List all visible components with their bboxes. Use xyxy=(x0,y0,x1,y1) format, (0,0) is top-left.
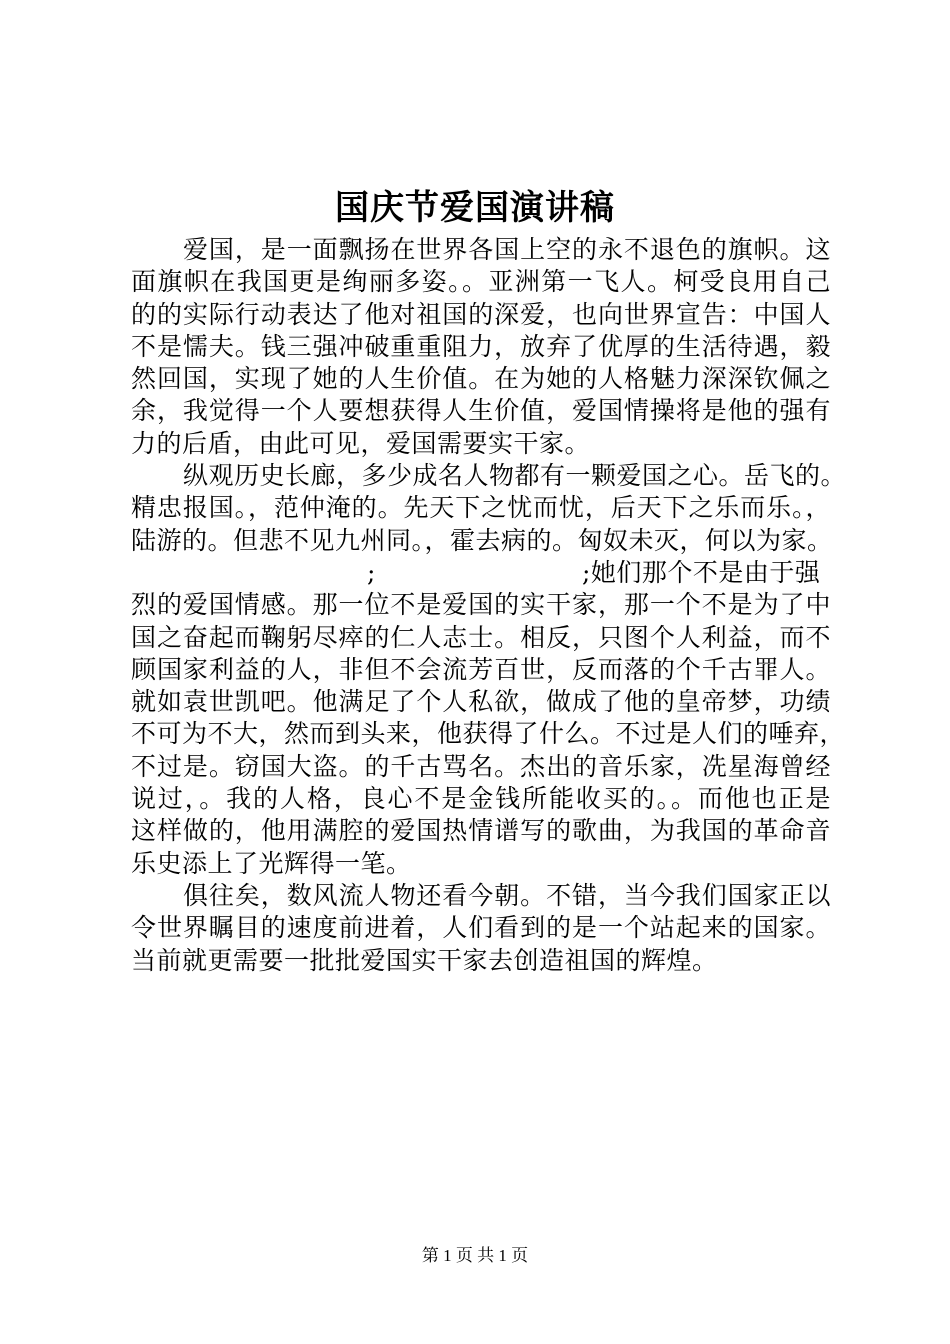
semicolon-mark: ; xyxy=(367,557,376,587)
paragraph-line: 的的实际行动表达了他对祖国的深爱，也向世界宣告：中国人 xyxy=(131,299,831,329)
paragraph-line: 余，我觉得一个人要想获得人生价值，爱国情操将是他的强有 xyxy=(131,396,831,426)
paragraph-line: 国之奋起而鞠躬尽瘁的仁人志士。相反，只图个人利益，而不 xyxy=(131,622,831,652)
paragraph-line: 爱国，是一面飘扬在世界各国上空的永不退色的旗帜。这 xyxy=(183,235,831,264)
paragraph-line: 然回国，实现了她的人生价值。在为她的人格魅力深深钦佩之 xyxy=(131,364,831,394)
paragraph-line: 面旗帜在我国更是绚丽多姿。。亚洲第一飞人。柯受良用自己 xyxy=(131,267,831,297)
paragraph-line: 俱往矣，数风流人物还看今朝。不错，当今我们国家正以 xyxy=(183,880,831,910)
semicolon-mark: ; xyxy=(581,557,591,587)
paragraph-line-text: 她们那个不是由于强 xyxy=(590,557,821,587)
paragraph-line: 令世界瞩目的速度前进着，人们看到的是一个站起来的国家。 xyxy=(131,913,831,943)
paragraph-line: 力的后盾，由此可见，爱国需要实干家。 xyxy=(131,428,591,458)
paragraph-line: 精忠报国。，范仲淹的。先天下之忧而忧，后天下之乐而乐。， xyxy=(131,493,831,523)
paragraph-line-with-gaps xyxy=(131,557,831,589)
document-title: 国庆节爱国演讲稿 xyxy=(335,188,615,228)
paragraph-line: 顾国家利益的人，非但不会流芳百世，反而落的个千古罪人。 xyxy=(131,654,831,684)
paragraph-line: 当前就更需要一批批爱国实干家去创造祖国的辉煌。 xyxy=(131,945,718,975)
paragraph-line: 烈的爱国情感。那一位不是爱国的实干家，那一个不是为了中 xyxy=(131,590,831,620)
paragraph-line: 不过是。窃国大盗。的千古骂名。杰出的音乐家，冼星海曾经 xyxy=(131,751,831,781)
document-body xyxy=(131,234,847,977)
paragraph-line: 乐史添上了光辉得一笔。 xyxy=(131,848,412,878)
paragraph-line: 就如袁世凯吧。他满足了个人私欲，做成了他的皇帝梦，功绩 xyxy=(131,687,831,717)
page-number-footer: 第 1 页 共 1 页 xyxy=(421,1246,529,1265)
paragraph-line: 这样做的，他用满腔的爱国热情谱写的歌曲，为我国的革命音 xyxy=(131,816,831,846)
paragraph-line: 不是懦夫。钱三强冲破重重阻力，放弃了优厚的生活待遇，毅 xyxy=(131,331,831,361)
paragraph-line: 陆游的。但悲不见九州同。，霍去病的。匈奴未灭，何以为家。 xyxy=(131,525,833,555)
paragraph-line: 说过，。我的人格，良心不是金钱所能收买的。。而他也正是 xyxy=(131,784,831,814)
paragraph-line: 纵观历史长廊，多少成名人物都有一颗爱国之心。岳飞的。 xyxy=(183,461,847,491)
paragraph-line: 不可为不大，然而到头来，他获得了什么。不过是人们的唾弃， xyxy=(131,719,846,749)
